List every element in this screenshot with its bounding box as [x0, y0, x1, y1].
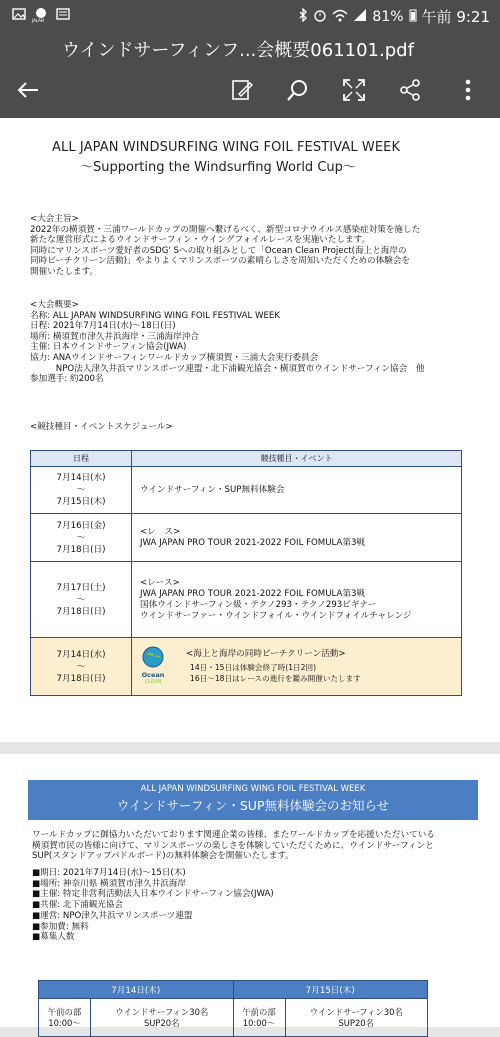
search-button[interactable] — [284, 76, 312, 104]
event-cell — [132, 514, 462, 562]
event-line: 14日・15日は体験会終了時(1日2回) — [190, 663, 317, 672]
pdf-viewer[interactable] — [0, 118, 500, 1027]
capacity-text: SUP20名 — [143, 1017, 180, 1028]
app-bar — [0, 32, 500, 118]
banner-title: ALL JAPAN WINDSURFING WING FOIL FESTIVAL WEEK — [140, 784, 366, 794]
capacity-text: ウインドサーフィン30名 — [115, 1006, 209, 1017]
battery-text: 81% — [372, 8, 404, 25]
overview-section — [30, 300, 425, 385]
date-sep: ～ — [76, 594, 86, 605]
edit-button[interactable] — [228, 76, 256, 104]
date-sep: ～ — [76, 661, 86, 672]
text-line: ■運営: NPO津久井浜マリンスポーツ連盟 — [32, 910, 193, 921]
search-icon — [286, 78, 310, 102]
slot-cell — [39, 999, 91, 1037]
schedule-title: <競技種目・イベントスケジュール> — [30, 422, 173, 432]
event-line: JWA JAPAN PRO TOUR 2021-2022 FOIL FOMULA第3戦 — [140, 537, 366, 548]
table-header-row — [39, 981, 428, 999]
date-cell — [31, 467, 132, 514]
date-start: 7月14日(水) — [56, 649, 106, 660]
text-line: SUP(スタンドアップパドルボード)の無料体験会を開催いたします。 — [32, 851, 294, 862]
slot-time: 10:00～ — [48, 1017, 81, 1028]
clock: 午前 9:21 — [421, 8, 490, 26]
fullscreen-button[interactable] — [340, 76, 368, 104]
back-button[interactable] — [14, 76, 42, 104]
wifi-icon — [332, 8, 348, 26]
date-start: 7月14日(水) — [56, 473, 106, 483]
banner-subtitle: ウインドサーフィン・SUP無料体験会のお知らせ — [116, 798, 390, 813]
text-line: ■募集人数 — [32, 932, 75, 943]
text-line: <大会主旨> — [30, 214, 79, 224]
app-icon: JALAN — [34, 7, 48, 21]
date-cell — [31, 514, 132, 562]
date-sep: ～ — [76, 532, 86, 543]
text-line: ■期日: 2021年7月14日(水)～15日(木) — [32, 868, 186, 878]
text-line: ■主催: 特定非営利活動法人日本ウインドサーフィン協会(JWA) — [32, 889, 274, 900]
date-cell — [31, 638, 132, 696]
system-status — [298, 6, 490, 27]
notice-intro — [32, 830, 435, 862]
page-subheading: ～Supporting the Windsurfing World Cup～ — [80, 160, 356, 175]
table-row — [39, 999, 428, 1037]
capacity-text: ウインドサーフィン30名 — [309, 1006, 403, 1017]
event-line: ウインドサーファー・ウインドフォイル・ウインドフォイルチャレンジ — [140, 610, 412, 621]
event-line: JWA JAPAN PRO TOUR 2021-2022 FOIL FOMULA第3戦 — [140, 588, 366, 599]
column-header: 7月14日(木) — [39, 981, 234, 999]
more-options-button[interactable] — [454, 76, 482, 104]
text-line: 2022年の横須賀・三浦ワールドカップの開催へ繋げるべく、新型コロナウイルス感染症対策を施した — [30, 224, 421, 235]
text-line: 開催いたします。 — [30, 266, 99, 277]
event-text-block — [186, 649, 461, 684]
slot-label: 午前の部 — [47, 1006, 82, 1017]
text-line: 協力: ANAウインドサーフィンワールドカップ横須賀・三浦大会実行委員会 — [30, 352, 319, 363]
text-line: ■場所: 神奈川県 横須賀市津久井浜海岸 — [32, 878, 186, 889]
text-line: 新たな運営形式によるウインドサーフィン・ウイングフォイルレースを実施いたします。 — [30, 235, 371, 246]
slot-cell — [233, 999, 285, 1037]
date-end: 7月18日(日) — [56, 606, 106, 617]
table-row — [31, 638, 462, 696]
more-vert-icon — [464, 78, 472, 102]
news-icon — [56, 7, 70, 21]
share-icon — [398, 78, 422, 102]
capacity-table — [38, 980, 428, 1037]
page-heading: ALL JAPAN WINDSURFING WING FOIL FESTIVAL WEEK — [52, 140, 401, 155]
text-line: 同時にマリンスポーツ愛好者のSDG' Sへの取り組みとして「Ocean Clean Project(海上と海岸の — [30, 245, 407, 256]
capacity-cell — [285, 999, 428, 1037]
battery-icon — [409, 8, 417, 26]
date-sep: ～ — [76, 485, 86, 495]
text-line: 名称: ALL JAPAN WINDSURFING WING FOIL FESTIVAL WEEK — [30, 310, 280, 321]
slot-label: 午前の部 — [242, 1006, 276, 1017]
schedule-table — [30, 450, 462, 696]
text-line: 参加選手: 約200名 — [30, 374, 104, 385]
text-line: 日程: 2021年7月14日(水)～18日(日) — [30, 321, 176, 332]
date-end: 7月18日(日) — [56, 544, 106, 555]
bluetooth-icon — [298, 8, 308, 26]
expand-icon — [342, 78, 366, 102]
event-cell — [132, 638, 462, 696]
alarm-icon — [313, 8, 327, 26]
table-row — [31, 562, 462, 638]
pdf-page-1 — [0, 118, 500, 742]
column-header: 日程 — [31, 451, 132, 467]
logo-subtext: CLEAN — [144, 679, 162, 685]
date-start: 7月17日(土) — [56, 582, 106, 593]
event-cell — [132, 467, 462, 514]
date-end: 7月18日(日) — [56, 673, 106, 684]
date-end: 7月15日(木) — [56, 497, 106, 507]
notification-icons — [12, 7, 70, 21]
logo-text: Ocean — [141, 671, 165, 679]
date-cell — [31, 562, 132, 638]
ocean-clean-logo — [138, 646, 168, 685]
text-line: ■参加費: 無料 — [32, 921, 89, 932]
date-start: 7月16日(金) — [56, 520, 106, 531]
slot-time: 10:00～ — [242, 1017, 276, 1028]
text-line: ワールドカップに御協力いただいております関連企業の皆様、またワールドカップを応援いただいている — [32, 830, 435, 840]
back-arrow-icon — [16, 80, 40, 100]
text-line: 横須賀市民の皆様に向けて、マリンスポーツの楽しさを体験していただくために、ウインドサーフィンと — [32, 840, 434, 851]
event-line: 国体ウインドサーフィン級・テクノ293・テクノ293ビギナー — [140, 599, 377, 610]
pdf-page-2 — [0, 754, 500, 1027]
event-line: ウインドサーフィン・SUP無料体験会 — [140, 484, 285, 495]
text-line: NPO法人津久井浜マリンスポーツ連盟・北下浦観光協会・横須賀市ウインドサーフィン協会 他 — [30, 363, 425, 374]
share-button[interactable] — [396, 76, 424, 104]
image-icon — [12, 7, 26, 21]
edit-icon — [230, 78, 254, 102]
signal-icon — [353, 8, 367, 26]
table-row — [31, 467, 462, 514]
table-header-row — [31, 451, 462, 467]
document-title: ウインドサーフィンフ...会概要061101.pdf — [62, 40, 414, 61]
table-row — [31, 514, 462, 562]
column-header: 競技種目・イベント — [132, 451, 462, 467]
column-header: 7月15日(木) — [233, 981, 428, 999]
text-line: 主催: 日本ウインドサーフィン協会(JWA) — [30, 342, 187, 353]
text-line: 場所: 横須賀市津久井浜海岸・三浦海岸沖合 — [30, 331, 199, 342]
text-line: ■共催: 北下浦観光協会 — [32, 900, 124, 911]
intro-section — [30, 214, 420, 278]
capacity-text: SUP20名 — [338, 1017, 375, 1028]
globe-icon — [142, 646, 164, 668]
text-line: 同時ビーチクリーン活動)」やよりよくマリンスポーツの素晴らしさを周知いただくための体験会を — [30, 256, 411, 267]
notice-banner — [28, 780, 478, 820]
notice-details — [32, 868, 274, 943]
status-bar — [0, 0, 500, 32]
event-line: <レース> — [140, 577, 180, 588]
event-cell — [132, 562, 462, 638]
event-line: <レ ス> — [140, 526, 181, 537]
event-line: 16日～18日はレースの進行を鑑み開催いたします — [190, 674, 361, 683]
event-line: <海上と海岸の同時ビーチクリーン活動> — [186, 649, 346, 659]
capacity-cell — [91, 999, 234, 1037]
text-line: <大会概要> — [30, 300, 79, 310]
